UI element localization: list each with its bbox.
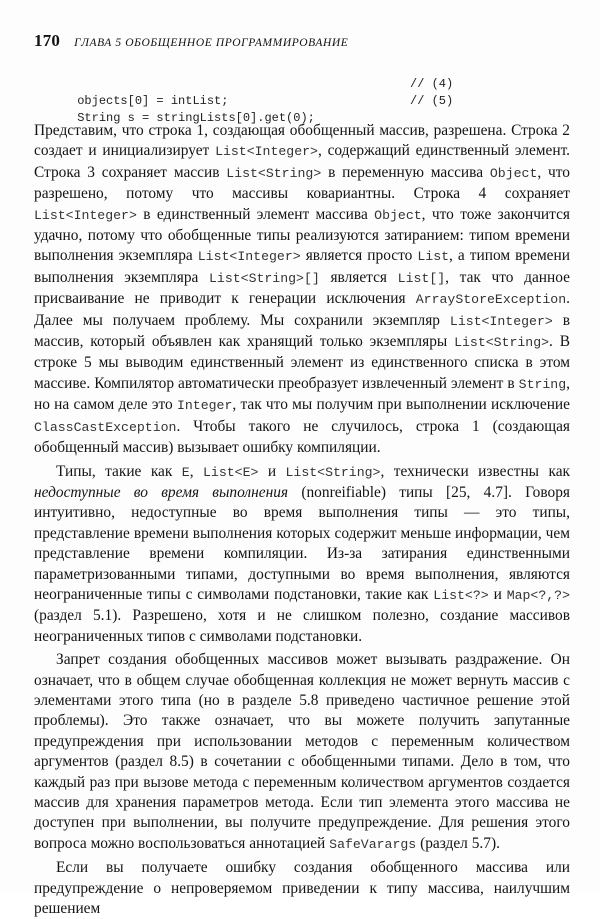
inline-code: List<String> [454,335,550,351]
code-text: String s = stringLists[0].get(0); [77,111,315,125]
code-listing [34,76,554,125]
text-run: в единственный элемент массива [136,205,375,223]
text-run: , технически известны как [380,462,570,480]
page-number: 170 [34,31,61,50]
text-run: . В строке 5 мы выводим единственный элемент из единственного списка в этом массиве. Компилятор автоматически преобразует извлеченный элемент в [34,333,570,392]
text-run: , что тоже закончится удачно, потому что обобщенные типы реализуются затиранием: типом времени выполнения экземпляра [34,205,570,265]
text-run: Типы, такие как [56,462,182,480]
text-run: Запрет создания обобщенных массивов может вызывать раздражение. Он означает, что в общем случае обобщенная коллекция не может вернуть массив с элементами этого типа (но в разделе 5.8 приведено частичное решение этой проблемы). Это также означает, что вы можете получить запутанные предупреждения при использовании методов с переменным количеством аргументов (раздел 8.5) в сочетании с обобщенными типами. Дело в том, что каждый раз при вызове метода с переменным количеством аргументов создается массив для хранения параметров метода. Если тип элемента этого массива не доступен при выполнении, вы получите предупреждение. Для решения этого вопроса можно воспользоваться аннотацией [34,651,570,852]
inline-code: Object [374,207,422,223]
code-comment: // (4) [410,77,454,91]
text-run: (раздел 5.1). Разрешено, хотя и не слишком полезно, создание массивов неограниченных типов с символами подстановки. [34,607,570,645]
text-run: , содержащий единственный элемент. Строка 3 сохраняет массив [34,142,570,181]
text-run: (раздел 5.7). [416,834,500,852]
inline-code: Integer [176,398,233,414]
text-run: (nonreifiable) типы [25, 4.7]. Говоря интуитивно, недоступные во время выполнения типы — это типы, представление времени выполнения которых содержит меньше информации, чем представление времени компиляции. Из-за затирания единственными параметризованными типами, доступными во время выполнения, являются неограниченные типы с символами подстановки, такие как [34,483,571,603]
inline-code: Object [489,165,538,181]
inline-code: List[] [397,270,446,286]
text-run: , а типом времени выполнения экземпляра [34,247,570,286]
text-run: Если вы получаете ошибку создания обобщенного массива или предупреждение о непроверяемом приведении к типу массива, наилучшим решением [34,859,570,918]
inline-code: E [181,464,190,480]
paragraph-3 [34,650,570,855]
inline-code: List<Integer> [449,313,553,329]
inline-code: List<String> [226,165,322,181]
inline-code: List<String> [285,464,381,480]
text-run: Представим, что строка 1, создающая обобщенный массив, разрешена. Строка 2 создает и инициализирует [34,122,570,160]
emphasized-term: недоступные во время выполнения [34,483,289,501]
inline-code: ArrayStoreException [415,292,567,308]
inline-code: Map<?,?> [506,587,570,603]
text-run: является просто [300,247,418,265]
text-run: . Чтобы такого не случилось, строка 1 (создающая обобщенный массив) вызывает ошибку компиляции. [34,417,570,457]
inline-code: ClassCastException [34,419,177,435]
paragraph-4 [34,858,570,919]
running-header [34,31,574,55]
text-run: в переменную массива [321,163,490,181]
chapter-title: ГЛАВА 5 ОБОБЩЕННОЕ ПРОГРАММИРОВАНИЕ [74,37,349,49]
inline-code: List [417,249,450,265]
text-run: , так что мы получим при выполнении исключение [232,396,570,414]
inline-code: String [518,376,567,392]
code-line [34,93,554,125]
inline-code: List<E> [203,464,259,480]
text-run: и [488,585,507,603]
inline-code: List<Integer> [34,207,137,223]
inline-code: List<Integer> [215,144,318,160]
text-run: . Далее мы получаем проблему. Мы сохранили экземпляр [34,290,570,329]
text-run: , что разрешено, потому что массивы ковариантны. Строка 4 сохраняет [34,163,570,203]
text-run: , так что данное присваивание не приводит к генерации исключения [34,268,570,308]
inline-code: List<Integer> [197,249,301,265]
code-text: objects[0] = intList; [77,94,229,108]
paragraph-1 [34,121,570,459]
inline-code: List<?> [433,587,489,603]
inline-code: SafeVarargs [329,836,417,852]
text-run: является [319,268,398,286]
text-run: и [258,462,286,480]
paragraph-2 [34,462,570,648]
text-run: , но на самом деле это [34,374,570,414]
code-line [34,76,554,108]
text-run: в массив, который объявлен как хранящий только экземпляры [34,311,570,351]
code-comment: // (5) [410,94,454,108]
inline-code: List<String>[] [209,270,320,286]
body-text [34,121,570,919]
text-run: , [189,462,203,480]
